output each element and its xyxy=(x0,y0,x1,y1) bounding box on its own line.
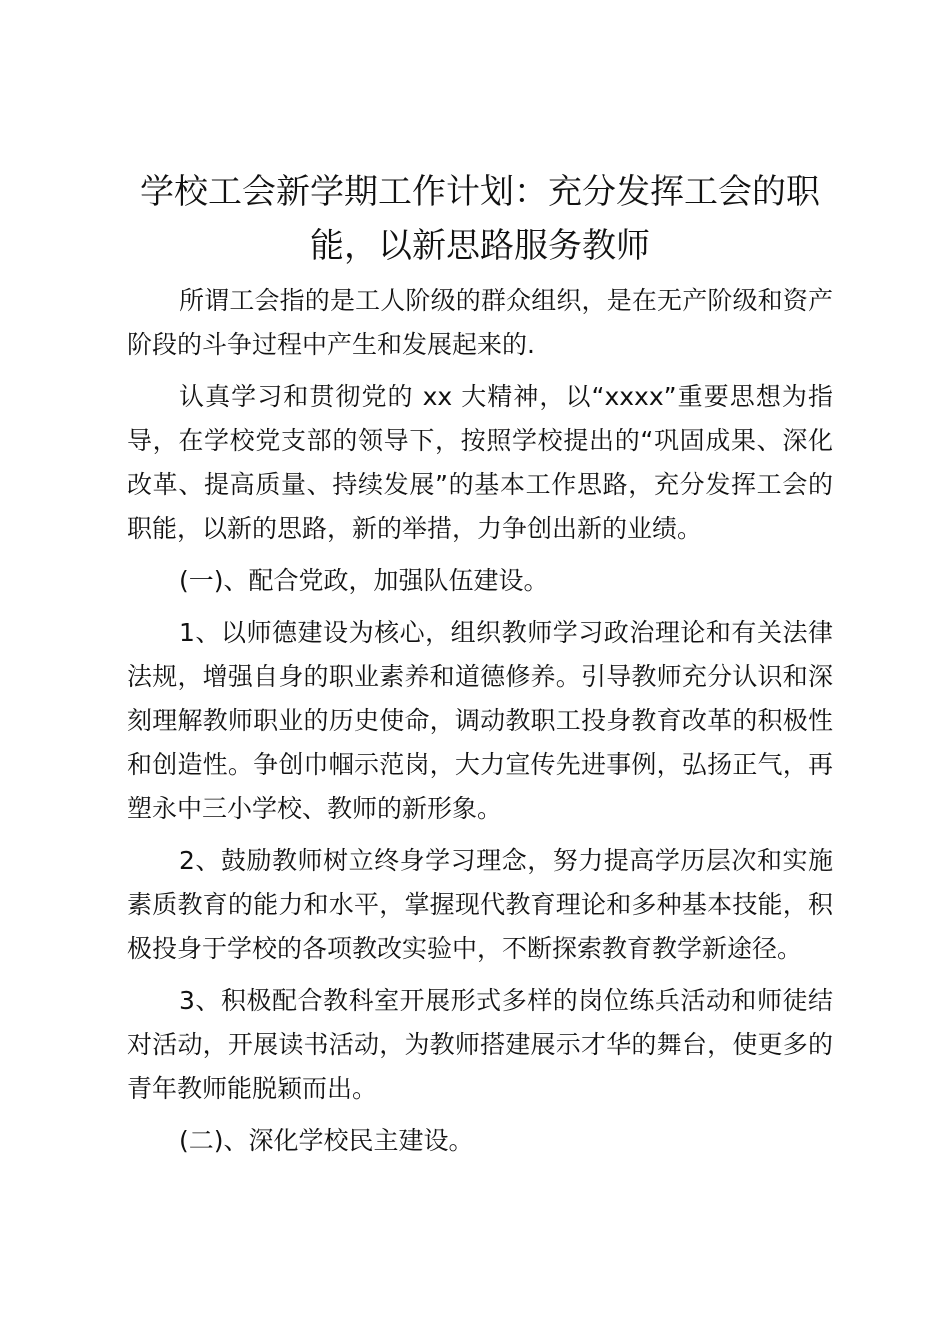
paragraph-guiding-principle: 认真学习和贯彻党的 xx 大精神，以“xxxx”重要思想为指导，在学校党支部的领导下，按照学校提出的“巩固成果、深化改革、提高质量、持续发展”的基本工作思路，充分发挥工会的职能，以新的思路，新的举措，力争创出新的业绩。 xyxy=(127,382,833,543)
document-title: 学校工会新学期工作计划：充分发挥工会的职能，以新思路服务教师 xyxy=(140,172,820,266)
paragraph-intro: 所谓工会指的是工人阶级的群众组织，是在无产阶级和资产阶段的斗争过程中产生和发展起来的. xyxy=(127,286,833,359)
paragraph-item-1: 1、以师德建设为核心，组织教师学习政治理论和有关法律法规，增强自身的职业素养和道德修养。引导教师充分认识和深刻理解教师职业的历史使命，调动教职工投身教育改革的积极性和创造性。争创巾帼示范岗，大力宣传先进事例，弘扬正气，再塑永中三小学校、教师的新形象。 xyxy=(127,618,833,823)
section-heading-2: (二)、深化学校民主建设。 xyxy=(179,1126,474,1155)
section-heading-1: (一)、配合党政，加强队伍建设。 xyxy=(179,566,549,595)
document-page xyxy=(127,165,833,1171)
paragraph-item-3: 3、积极配合教科室开展形式多样的岗位练兵活动和师徒结对活动，开展读书活动，为教师搭建展示才华的舞台，使更多的青年教师能脱颖而出。 xyxy=(127,986,833,1103)
paragraph-item-2: 2、鼓励教师树立终身学习理念，努力提高学历层次和实施素质教育的能力和水平，掌握现代教育理论和多种基本技能，积极投身于学校的各项教改实验中，不断探索教育教学新途径。 xyxy=(127,846,833,963)
